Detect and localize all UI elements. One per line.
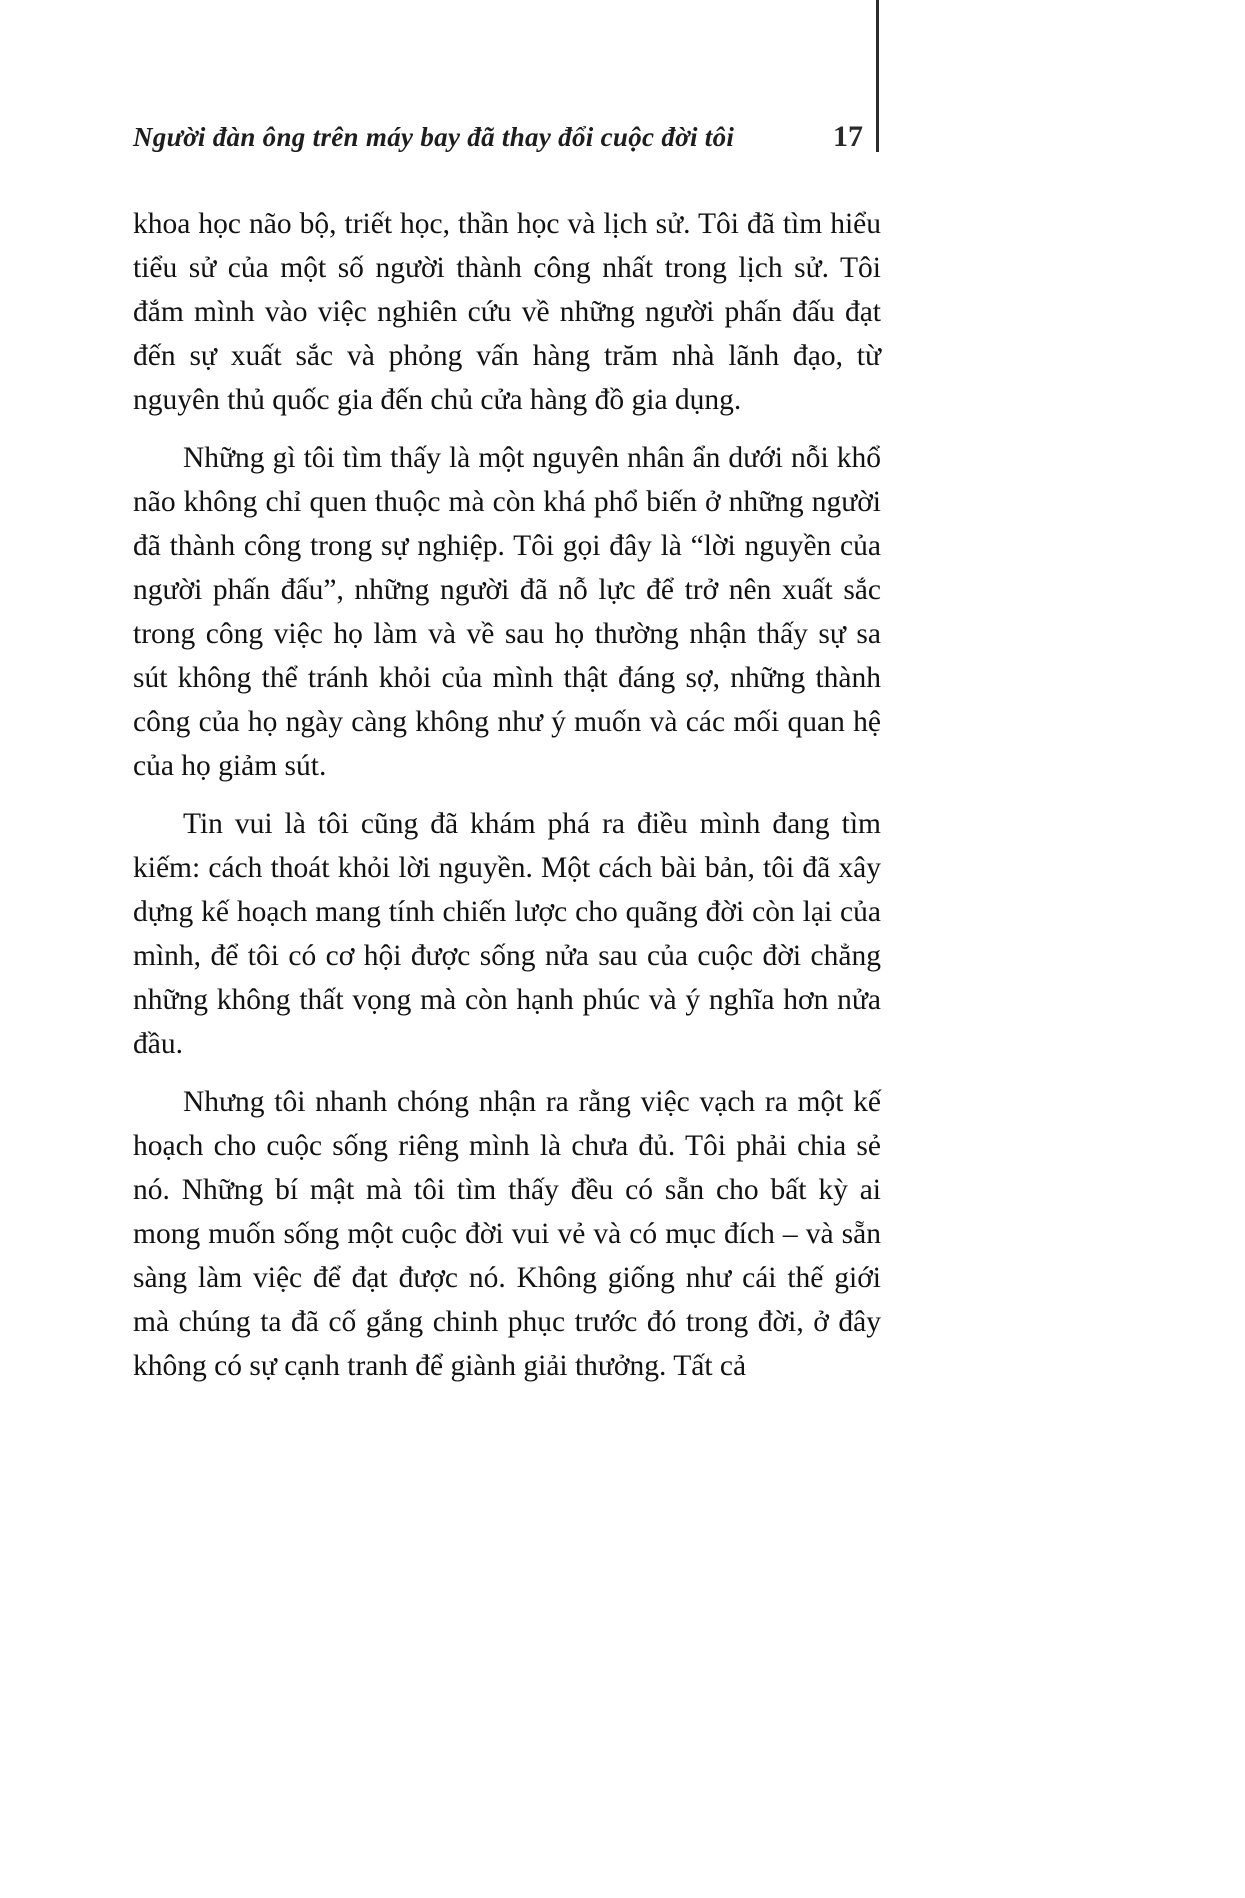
paragraph-1: khoa học não bộ, triết học, thần học và lịch sử. Tôi đã tìm hiểu tiểu sử của một số người thành công nhất trong lịch sử. Tôi đắm mình vào việc nghiên cứu về những người phấn đấu đạt đến sự xuất sắc và phỏng vấn hàng trăm nhà lãnh đạo, từ nguyên thủ quốc gia đến chủ cửa hàng đồ gia dụng.	[133, 208, 881, 416]
paragraph-4: Nhưng tôi nhanh chóng nhận ra rằng việc vạch ra một kế hoạch cho cuộc sống riêng mình là chưa đủ. Tôi phải chia sẻ nó. Những bí mật mà tôi tìm thấy đều có sẵn cho bất kỳ ai mong muốn sống một cuộc đời vui vẻ và có mục đích – và sẵn sàng làm việc để đạt được nó. Không giống như cái thế giới mà chúng ta đã cố gắng chinh phục trước đó trong đời, ở đây không có sự cạnh tranh để giành giải thưởng. Tất cả	[133, 1086, 881, 1382]
body-text	[133, 202, 881, 1402]
header-vertical-rule	[876, 0, 879, 152]
paragraph-2: Những gì tôi tìm thấy là một nguyên nhân ẩn dưới nỗi khổ não không chỉ quen thuộc mà còn khá phổ biến ở những người đã thành công trong sự nghiệp. Tôi gọi đây là “lời nguyền của người phấn đấu”, những người đã nỗ lực để trở nên xuất sắc trong công việc họ làm và về sau họ thường nhận thấy sự sa sút không thể tránh khỏi của mình thật đáng sợ, những thành công của họ ngày càng không như ý muốn và các mối quan hệ của họ giảm sút.	[133, 442, 881, 782]
running-title: Người đàn ông trên máy bay đã thay đổi cuộc đời tôi	[133, 122, 735, 152]
page-header	[133, 120, 873, 154]
paragraph-3: Tin vui là tôi cũng đã khám phá ra điều mình đang tìm kiếm: cách thoát khỏi lời nguyền. Một cách bài bản, tôi đã xây dựng kế hoạch mang tính chiến lược cho quãng đời còn lại của mình, để tôi có cơ hội được sống nửa sau của cuộc đời chẳng những không thất vọng mà còn hạnh phúc và ý nghĩa hơn nửa đầu.	[133, 808, 881, 1060]
page-number: 17	[833, 120, 863, 153]
